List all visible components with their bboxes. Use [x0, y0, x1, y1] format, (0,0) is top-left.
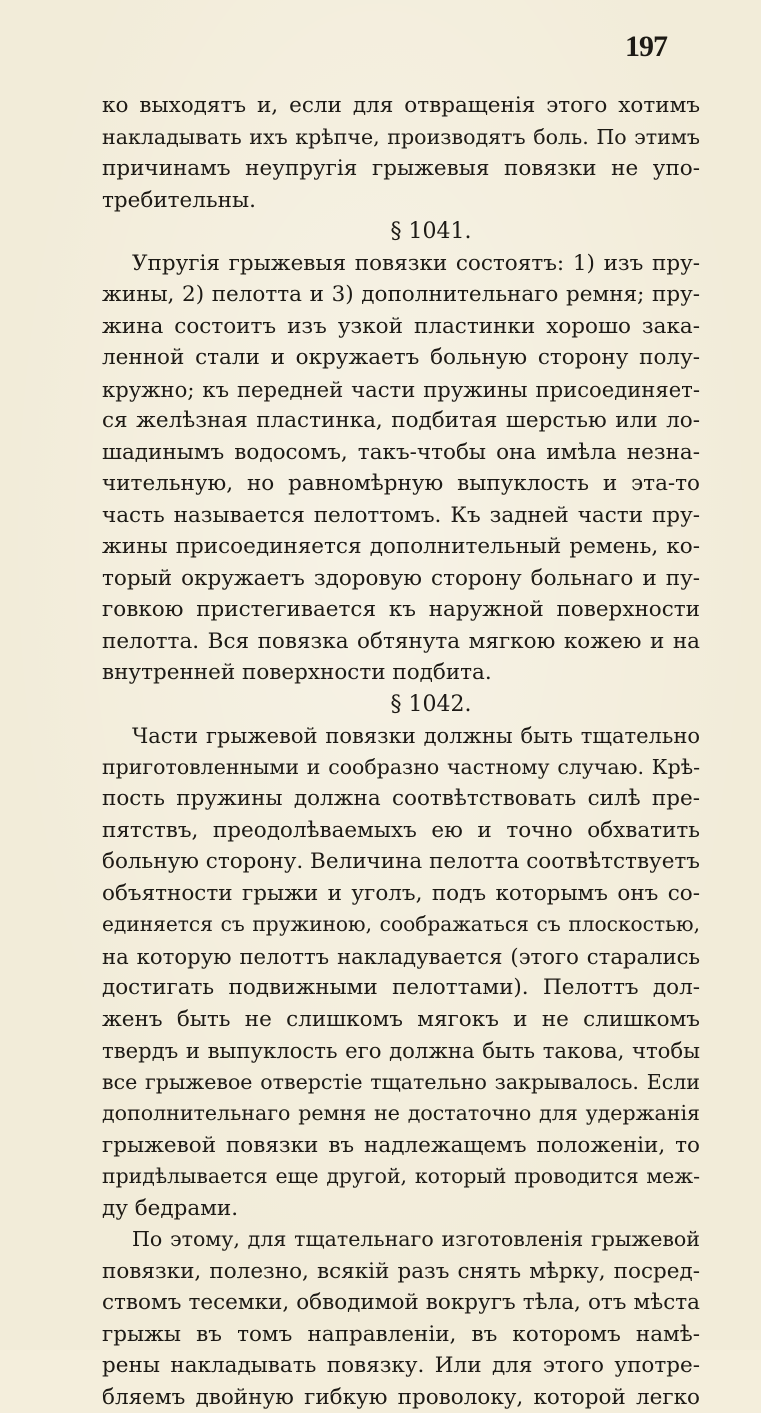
text-line: на которую пелоттъ накладувается (этого старались: [102, 941, 700, 973]
text-line: ствомъ тесемки, обводимой вокругъ тѣла, отъ мѣста: [102, 1287, 700, 1319]
text-line: дополнительнаго ремня не достаточно для удержанія: [102, 1098, 700, 1130]
text-line: ду бедрами.: [102, 1193, 700, 1225]
text-line: говкою пристегивается къ наружной поверхности: [102, 594, 700, 626]
text-line: кружно; къ передней части пружины присоединяет-: [102, 374, 700, 406]
text-line: бляемъ двойную гибкую проволоку, которой легко: [102, 1382, 700, 1413]
text-line: жины присоединяется дополнительный ремень, ко-: [102, 531, 700, 563]
text-line: жина состоитъ изъ узкой пластинки хорошо зака-: [102, 311, 700, 343]
text-line: торый окружаетъ здоровую сторону больнаго и пу-: [102, 563, 700, 595]
text-line: грыжы въ томъ направленіи, въ которомъ намѣ-: [102, 1319, 700, 1351]
page-text: [102, 90, 700, 1413]
text-line: единяется съ пружиною, соображаться съ плоскостью,: [102, 909, 700, 941]
text-line: жины, 2) пелотта и 3) дополнительнаго ремня; пру-: [102, 279, 700, 311]
text-line: достигать подвижными пелоттами). Пелоттъ дол-: [102, 972, 700, 1004]
text-line: грыжевой повязки въ надлежащемъ положеніи, то: [102, 1130, 700, 1162]
text-line: женъ быть не слишкомъ мягокъ и не слишкомъ: [102, 1004, 700, 1036]
text-line: внутренней поверхности подбита.: [102, 657, 700, 689]
text-line: чительную, но равномѣрную выпуклость и эта-то: [102, 468, 700, 500]
text-line: все грыжевое отверстіе тщательно закрывалось. Если: [102, 1067, 700, 1099]
text-line: придѣлывается еще другой, который проводится меж-: [102, 1161, 700, 1193]
text-line: повязки, полезно, всякій разъ снять мѣрку, посред-: [102, 1256, 700, 1288]
section-heading: § 1042.: [102, 689, 700, 721]
text-line: приготовленными и сообразно частному случаю. Крѣ-: [102, 752, 700, 784]
text-line: По этому, для тщательнаго изготовленія грыжевой: [102, 1224, 700, 1256]
text-line: причинамъ неупругія грыжевыя повязки не упо-: [102, 153, 700, 185]
text-line: больную сторону. Величина пелотта соотвѣтствуетъ: [102, 846, 700, 878]
text-line: пость пружины должна соотвѣтствовать силѣ пре-: [102, 783, 700, 815]
text-line: рены накладывать повязку. Или для этого употре-: [102, 1350, 700, 1382]
text-line: пятствъ, преодолѣваемыхъ ею и точно обхватить: [102, 815, 700, 847]
text-line: объятности грыжи и уголъ, подъ которымъ онъ со-: [102, 878, 700, 910]
text-line: пелотта. Вся повязка обтянута мягкою кожею и на: [102, 626, 700, 658]
text-line: требительны.: [102, 185, 700, 217]
section-heading: § 1041.: [102, 216, 700, 248]
text-line: шадинымъ водосомъ, такъ-чтобы она имѣла незна-: [102, 437, 700, 469]
text-line: ленной стали и окружаетъ больную сторону полу-: [102, 342, 700, 374]
text-line: твердъ и выпуклость его должна быть такова, чтобы: [102, 1035, 700, 1067]
text-line: накладывать ихъ крѣпче, производятъ боль. По этимъ: [102, 122, 700, 154]
text-line: Части грыжевой повязки должны быть тщательно: [102, 720, 700, 752]
text-line: ся желѣзная пластинка, подбитая шерстью или ло-: [102, 405, 700, 437]
text-line: Упругія грыжевыя повязки состоятъ: 1) изъ пру-: [102, 248, 700, 280]
text-line: часть называется пелоттомъ. Къ задней части пру-: [102, 500, 700, 532]
page-number: 197: [625, 30, 667, 64]
text-line: ко выходятъ и, если для отвращенія этого хотимъ: [102, 90, 700, 122]
